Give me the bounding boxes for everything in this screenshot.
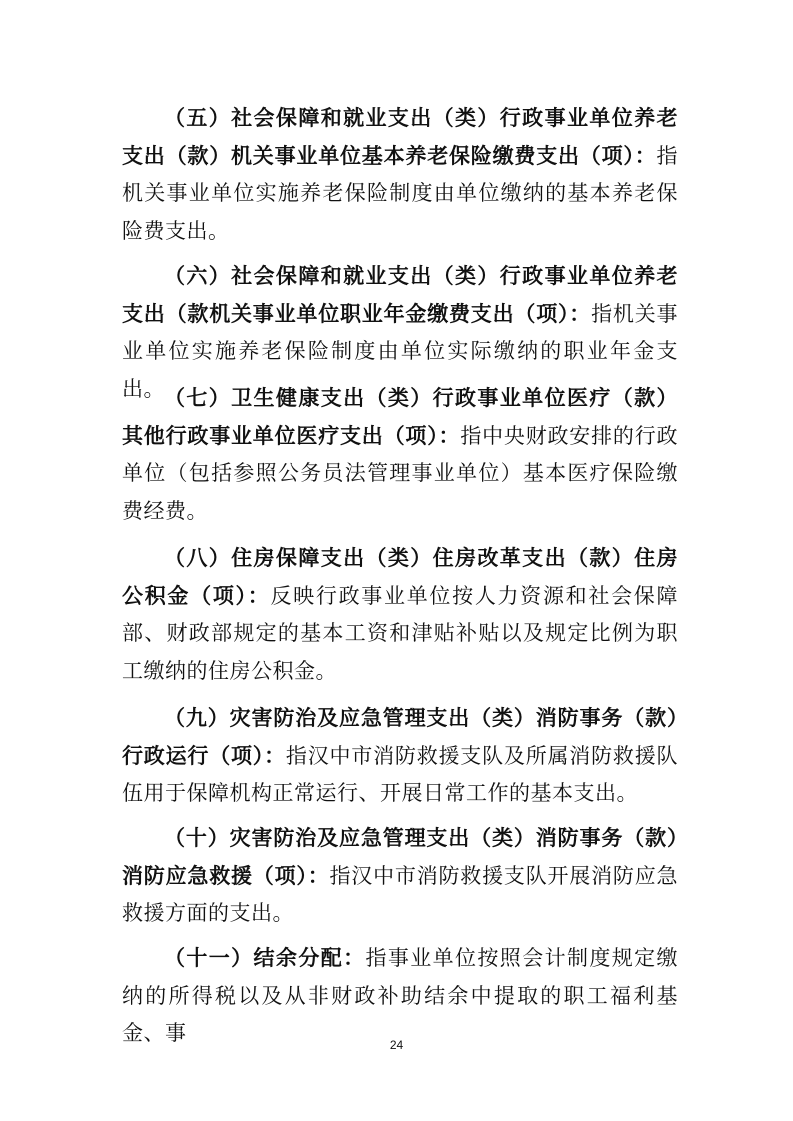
paragraph-body: 反映行政事业单位按人力资源和社会保障部、财政部规定的基本工资和津贴补贴以及规定比例为职工缴纳的住房公积金。 [122, 583, 679, 683]
paragraph-heading: （十）灾害防治及应急管理支出（类）消防事务（款）消防应急救援（项）： [122, 826, 678, 888]
paragraph-heading: （九）灾害防治及应急管理支出（类）消防事务（款）行政运行（项）： [122, 706, 678, 768]
paragraph-body: 指机关事业单位实施养老保险制度由单位实际缴纳的职业年金支出。 [122, 301, 679, 401]
page-number: 24 [389, 1038, 404, 1052]
paragraph-body: 指事业单位按照会计制度规定缴纳的所得税以及从非财政补助结余中提取的职工福利基金、事 [122, 946, 679, 1045]
paragraph-10 [122, 820, 678, 933]
paragraph-body: 指机关事业单位实施养老保险制度由单位缴纳的基本养老保险费支出。 [122, 143, 678, 243]
paragraph-5 [122, 100, 678, 250]
paragraph-9 [122, 700, 678, 813]
paragraph-heading: （六）社会保障和就业支出（类）行政事业单位养老支出（款机关事业单位职业年金缴费支出（项）： [122, 264, 678, 326]
paragraph-7 [122, 380, 678, 530]
paragraph-heading: （七）卫生健康支出（类）行政事业单位医疗（款）其他行政事业单位医疗支出（项）： [122, 386, 678, 448]
paragraph-heading: （八）住房保障支出（类）住房改革支出（款）住房公积金（项）： [122, 546, 678, 608]
paragraph-body: 指汉中市消防救援支队开展消防应急救援方面的支出。 [122, 863, 678, 925]
paragraph-body: 指汉中市消防救援支队及所属消防救援队伍用于保障机构正常运行、开展日常工作的基本支出。 [122, 743, 679, 805]
paragraph-11 [122, 940, 678, 1053]
paragraph-heading: （五）社会保障和就业支出（类）行政事业单位养老支出（款）机关事业单位基本养老保险缴费支出（项）： [122, 106, 678, 168]
paragraph-heading: （十一）结余分配： [164, 946, 366, 970]
paragraph-body: 指中央财政安排的行政单位（包括参照公务员法管理事业单位）基本医疗保险缴费经费。 [122, 423, 679, 523]
paragraph-8 [122, 540, 678, 690]
